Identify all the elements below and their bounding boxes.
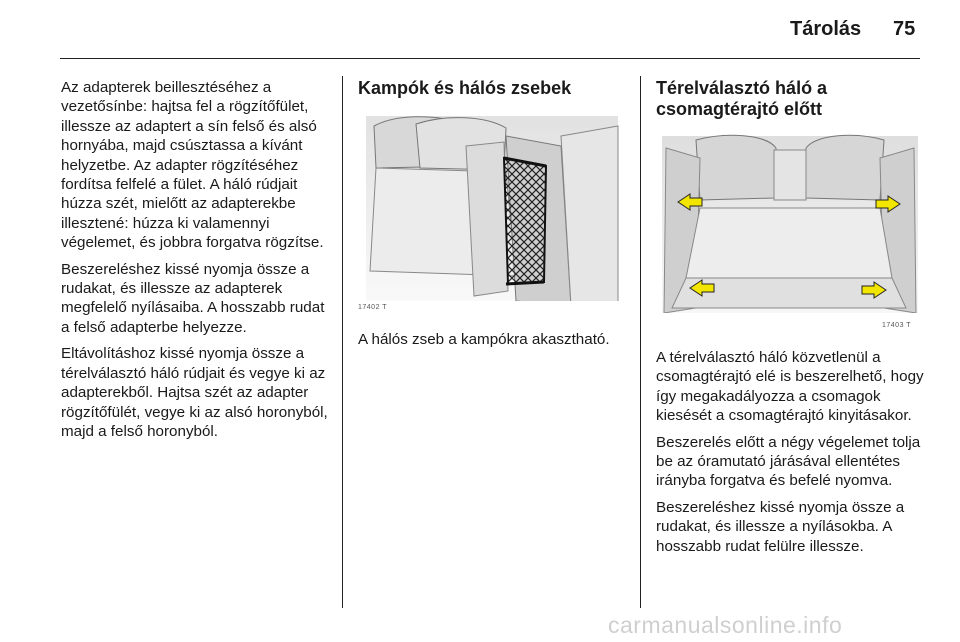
column-1 xyxy=(61,78,333,448)
section-heading-line-2: csomagtérajtó előtt xyxy=(656,99,823,119)
section-heading-line-1: Térelválasztó háló a xyxy=(656,78,828,98)
figure-code: 17403 T xyxy=(882,322,912,329)
section-heading: Kampók és hálós zsebek xyxy=(358,78,572,98)
cargo-interior-illustration xyxy=(356,106,624,316)
page-header-title: Tárolás xyxy=(790,18,862,40)
column-2 xyxy=(358,78,630,99)
figure-caption: A hálós zseb a kampókra akasztható. xyxy=(358,331,610,348)
page-number: 75 xyxy=(893,18,916,40)
trunk-net-figure xyxy=(656,128,924,338)
column-separator-1 xyxy=(342,76,343,608)
trunk-interior-illustration xyxy=(656,128,924,338)
watermark: carmanualsonline.info xyxy=(608,612,843,638)
paragraph: A térelválasztó háló közvetlenül a csomagtérajtó elé is beszerelhető, hogy így megakadályozza a csomagok kiesését a csomagtérajtó kinyitásakor. xyxy=(656,349,924,425)
paragraph: Eltávolításhoz kissé nyomja össze a térelválasztó háló rúdjait és vegye ki az adapterekből. Hajtsa szét az adapter rögzítőfülét, vegye ki az alsó horonyból, majd a felső horonyból. xyxy=(61,345,328,440)
cargo-net-pocket-figure xyxy=(356,106,624,316)
paragraph: Az adapterek beillesztéséhez a vezetősínbe: hajtsa fel a rögzítőfület, illessze az adaptert a sín felső és alsó hornyába, majd csúsztassa a kívánt helyzetbe. Az adapter rögzítéséhez fordítsa felfelé a fület. A háló rúdjait húzza szét, mielőtt az adapterekbe illesztené: húzza ki valamennyi végelemet, és jobbra forgatva rögzítse. xyxy=(61,79,324,252)
paragraph: Beszereléshez kissé nyomja össze a rudakat, és illessze a nyílásokba. A hosszabb rudat felülre illessze. xyxy=(656,498,905,555)
figure-code: 17402 T xyxy=(358,304,388,311)
paragraph: Beszerelés előtt a négy végelemet tolja be az óramutató járásával ellentétes irányba forgatva és befelé nyomva. xyxy=(656,433,921,490)
header-rule xyxy=(60,58,920,59)
paragraph: Beszereléshez kissé nyomja össze a rudakat, és illessze az adapterek megfelelő nyílásaiba. A hosszabb rudat a felső adapterbe helyezze. xyxy=(61,260,325,336)
column-separator-2 xyxy=(640,76,641,608)
